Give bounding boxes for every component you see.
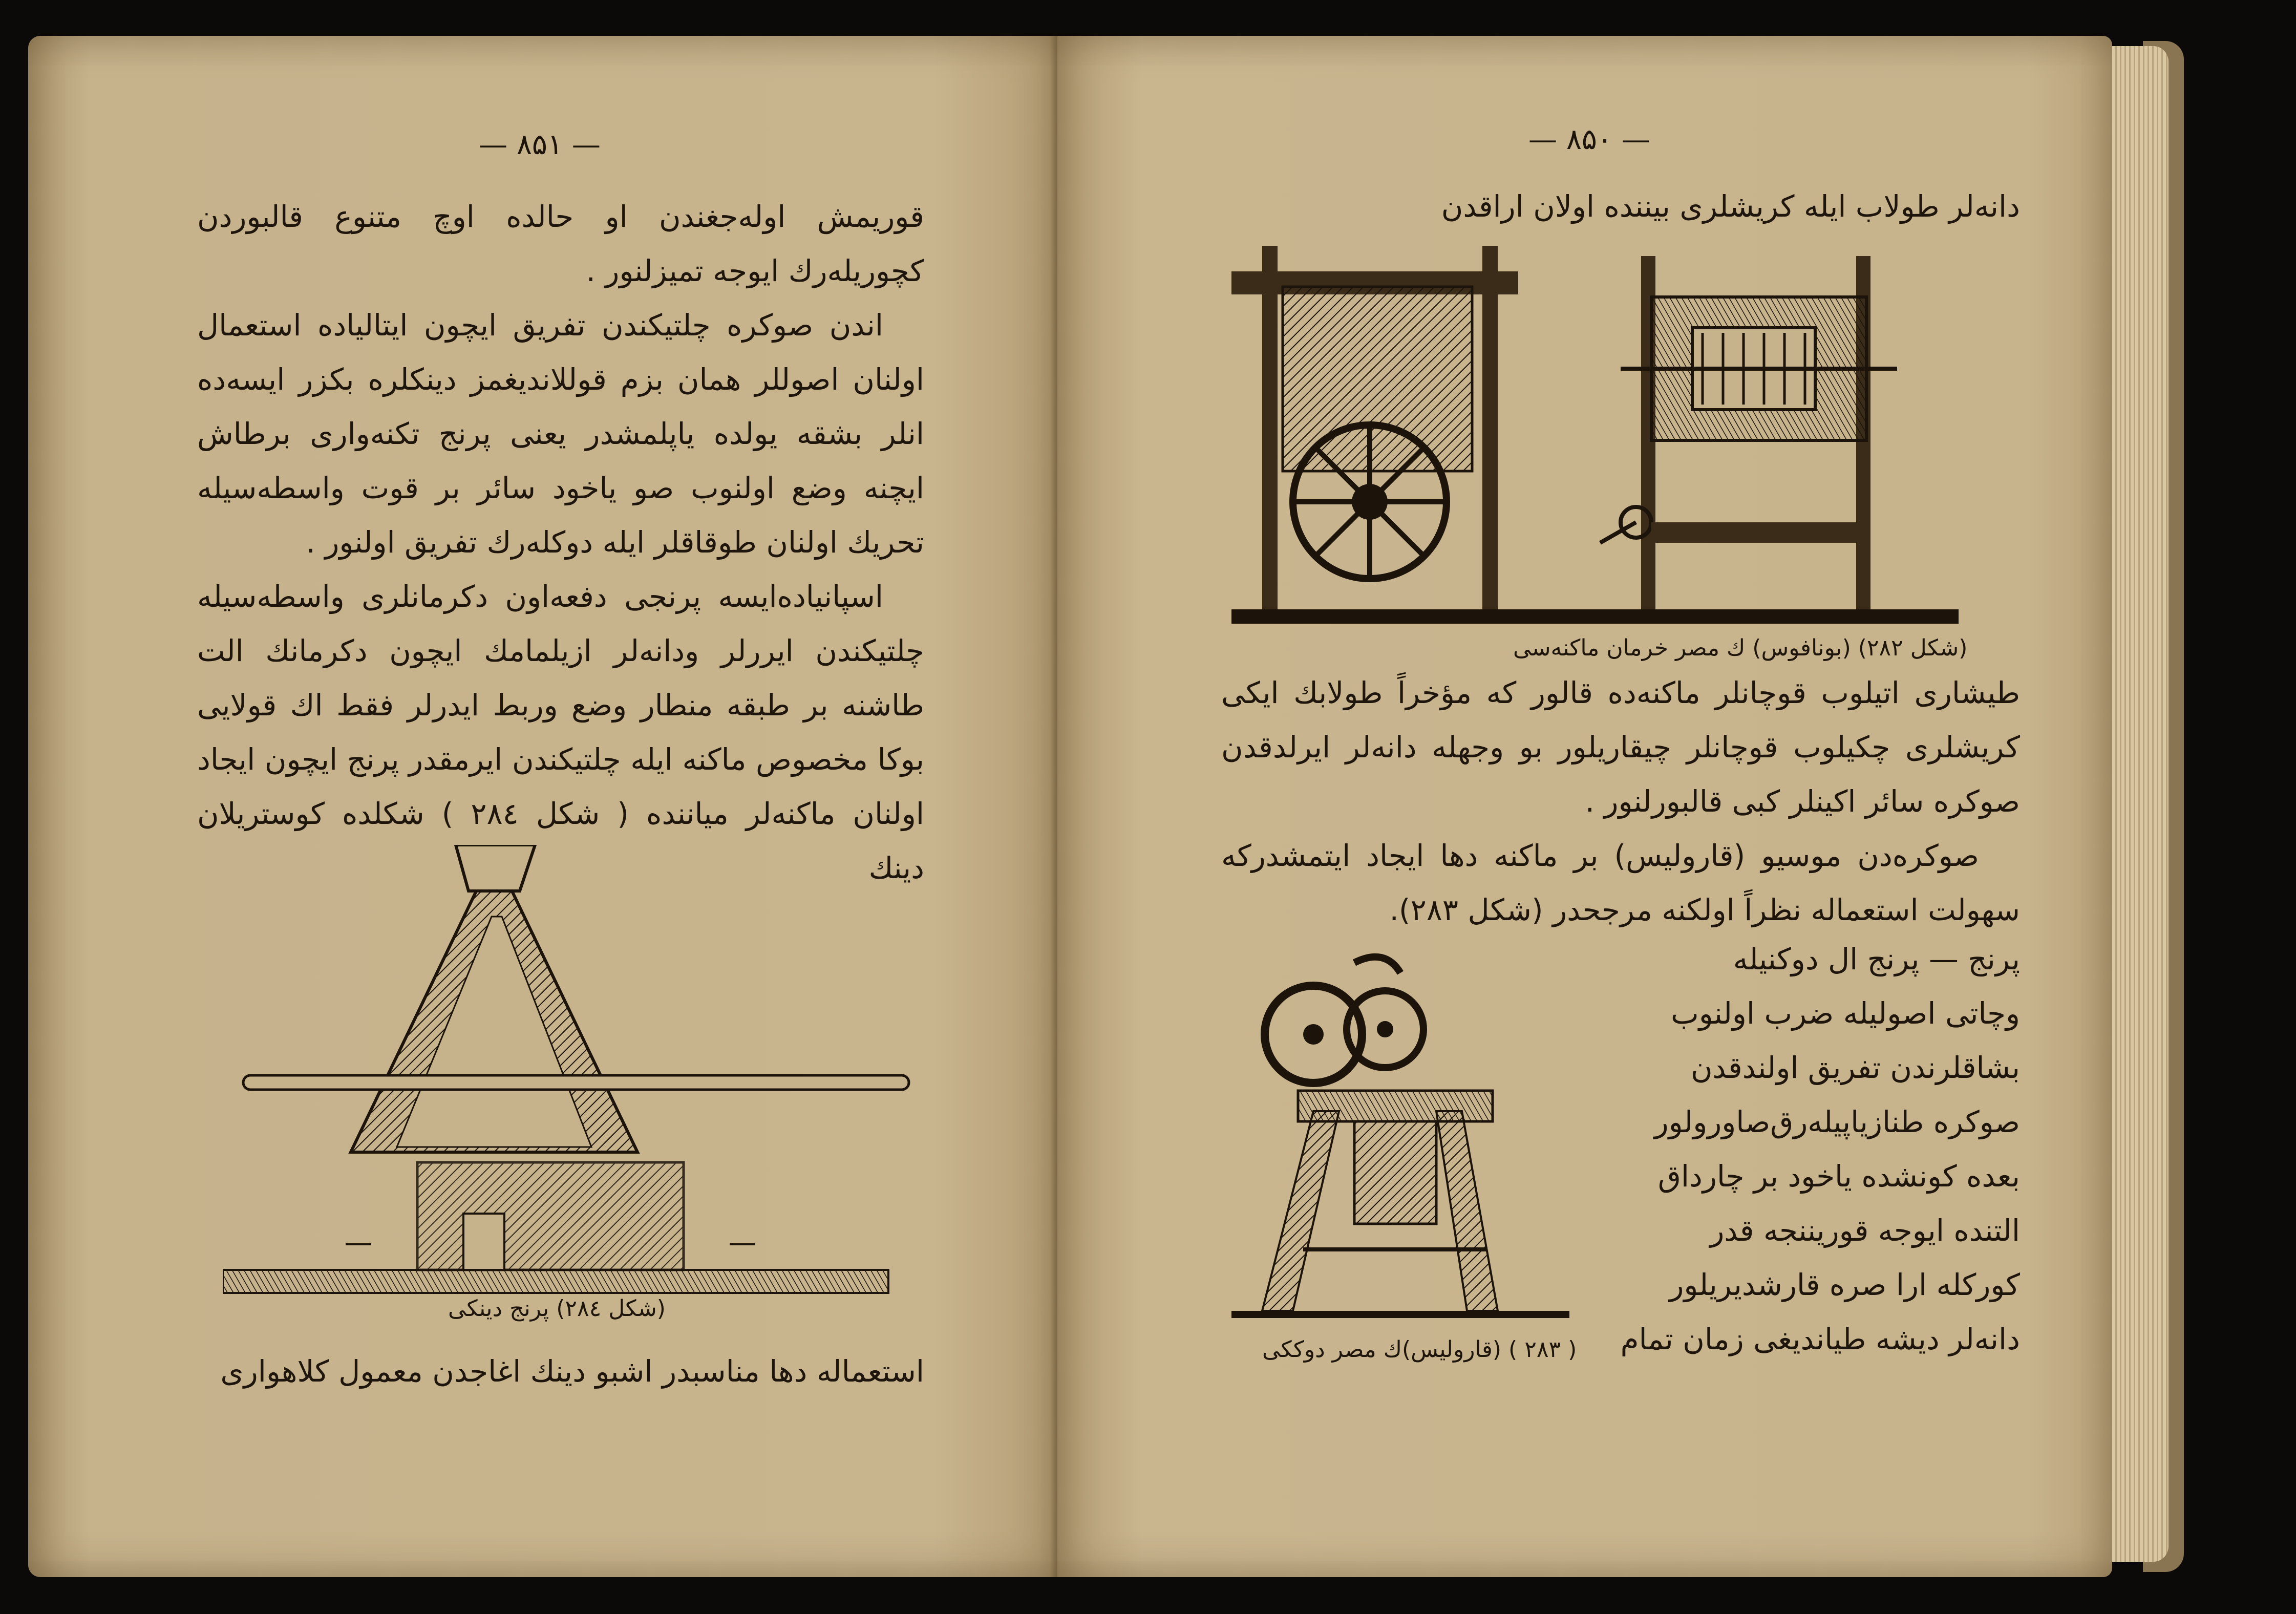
left-page [28, 36, 1057, 1577]
side-line-6: التنده ایوجه قوریننجه قدر [1710, 1213, 2020, 1248]
open-book [28, 20, 2169, 1595]
figure-283-rice-pounder-illustration [1231, 952, 1569, 1326]
side-line-3: بشاقلرندن تفریق اولندقدن [1690, 1050, 2020, 1085]
right-page-side-text [1590, 932, 2020, 1366]
side-line-7: کورکله ارا صره قارشدیریلور [1669, 1267, 2020, 1302]
figure-284-rice-huller-illustration [223, 845, 929, 1316]
side-line-5: بعده کونشده یاخود بر چارداق [1657, 1159, 2020, 1194]
side-line-8: دانه‌لر دیشه طیاندیغی زمان تمام [1620, 1322, 2020, 1356]
side-line-4: صوکره طنازیاپیله‌رق‌صاورولور [1654, 1105, 2020, 1139]
left-page-number: — ۸۵۱ — [479, 128, 601, 161]
figure-282-threshing-machine-illustration [1231, 236, 1959, 625]
side-line-2: وچاتی اصولیله ضرب اولنوب [1671, 996, 2020, 1031]
right-page [1057, 36, 2112, 1577]
figure-284-caption: (شکل ۲۸٤) پرنج دینکی [448, 1296, 666, 1322]
figure-282-caption: (شکل ۲۸۲) (بونافوس) ك مصر خرمان ماکنه‌سی [1513, 635, 1968, 661]
paragraph-4: طیشاری اتیلوب قوچانلر ماکنه‌ده قالور که مؤخراً طولابك ایکی کریشلری چکیلوب قوچانلر چیقاریلور بو وجهله دانه‌لر ایرلدقدن صوکره سائر اکینلر کبی قالبورلنور . [1221, 675, 2020, 819]
paragraph-3: اسپانیاده‌ایسه پرنجی دفعه‌اون دکرمانلری واسطه‌سیله چلتیکندن ایررلر ودانه‌لر ازیلمامك ایچون دکرمانك الت طاشنه بر طبقه منطار وضع وربط ایدرلر فقط اك قولایی بوکا مخصوص ماکنه ایله چلتیکندن ایرمقدر پرنج ایچون ایجاد اولنان ماکنه‌لر میاننده ( شکل ۲۸٤ ) شکلده کوستریلان دینك [197, 579, 924, 885]
figure-283-caption: ( ۲۸۳ ) (قارولیس)ك مصر دوککی [1262, 1336, 1577, 1363]
page-block-edge [2112, 46, 2169, 1562]
right-page-number: — ۸۵۰ — [1528, 123, 1650, 156]
right-page-text-middle [1221, 666, 2020, 937]
left-page-text-bottom: استعماله دها مناسبدر اشبو دینك اغاجدن معمول کلاهواری [220, 1354, 924, 1389]
paragraph-2: اندن صوکره چلتیکندن تفریق ایچون ایتالیاده استعمال اولنان اصوللر همان بزم قوللاندیغمز دینکلره بکزر ایسه‌ده انلر بشقه یولده یاپلمشدر یعنی پرنج تکنه‌واری برطاش ایچنه وضع اولنوب صو یاخود سائر بر قوت واسطه‌سیله تحریك اولنان طوقاقلر ایله دوکله‌رك تفریق اولنور . [197, 308, 924, 560]
paragraph-1: قوریمش اوله‌جغندن او حالده اوچ متنوع قالبوردن کچوریله‌رك ایوجه تمیزلنور . [197, 199, 924, 288]
side-line-1: پرنج — پرنج ال دوکنیله [1733, 942, 2020, 976]
right-page-heading-line: دانه‌لر طولاب ایله کریشلری بیننده اولان اراقدن [1441, 189, 2020, 224]
left-page-text-top [197, 189, 924, 895]
paragraph-5: صوکره‌دن موسیو (قارولیس) بر ماکنه دها ایجاد ایتمشدرکه سهولت استعماله نظراً اولکنه مرجحدر (شکل ۲۸۳). [1221, 838, 2020, 927]
